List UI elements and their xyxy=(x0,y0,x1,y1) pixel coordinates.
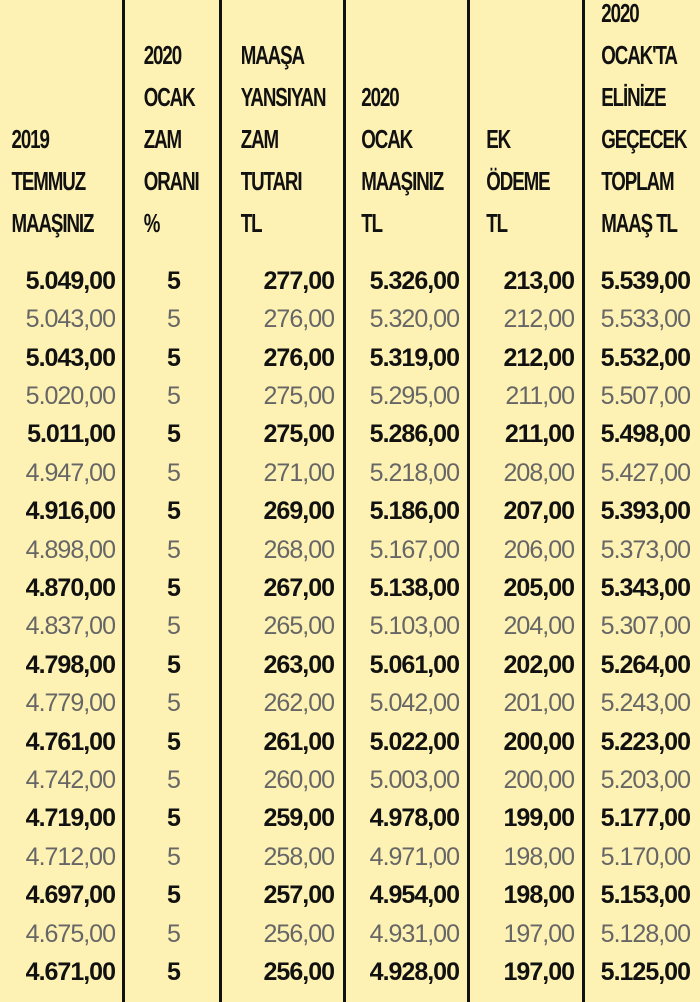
cell-total-salary: 5.498,00 xyxy=(600,420,690,449)
cell-2020-salary: 4.971,00 xyxy=(369,842,459,871)
cell-2019-salary: 4.675,00 xyxy=(25,919,115,948)
cell-raise-rate: 5 xyxy=(167,420,180,449)
cell-raise-amount: 263,00 xyxy=(263,650,334,679)
cell-total-salary: 5.393,00 xyxy=(600,497,690,526)
cell-raise-amount: 275,00 xyxy=(263,420,334,449)
cell-2019-salary: 5.049,00 xyxy=(25,266,115,295)
cell-raise-rate: 5 xyxy=(167,497,180,526)
cell-raise-rate: 5 xyxy=(167,804,180,833)
cell-raise-amount: 259,00 xyxy=(263,804,334,833)
cell-2019-salary: 4.742,00 xyxy=(25,765,115,794)
cell-raise-rate: 5 xyxy=(167,535,180,564)
cell-raise-amount: 271,00 xyxy=(263,458,334,487)
cell-total-salary: 5.539,00 xyxy=(600,266,690,295)
cell-total-salary: 5.177,00 xyxy=(600,804,690,833)
cell-extra-payment: 211,00 xyxy=(505,381,574,410)
cell-raise-amount: 269,00 xyxy=(263,497,334,526)
cell-raise-amount: 275,00 xyxy=(263,381,334,410)
cell-raise-amount: 276,00 xyxy=(263,305,334,334)
cell-raise-rate: 5 xyxy=(167,458,180,487)
cell-extra-payment: 213,00 xyxy=(503,266,574,295)
cell-extra-payment: 208,00 xyxy=(503,458,574,487)
cell-2019-salary: 4.798,00 xyxy=(25,650,115,679)
cell-extra-payment: 199,00 xyxy=(503,804,574,833)
cell-2019-salary: 5.011,00 xyxy=(27,420,115,449)
cell-extra-payment: 205,00 xyxy=(503,573,574,602)
cell-extra-payment: 197,00 xyxy=(503,919,574,948)
cell-raise-amount: 268,00 xyxy=(263,535,334,564)
cell-2020-salary: 5.138,00 xyxy=(369,573,459,602)
cell-raise-rate: 5 xyxy=(167,689,180,718)
cell-2019-salary: 5.043,00 xyxy=(25,305,115,334)
cell-total-salary: 5.373,00 xyxy=(600,535,690,564)
cell-extra-payment: 201,00 xyxy=(503,689,574,718)
cell-total-salary: 5.427,00 xyxy=(600,458,690,487)
cell-raise-amount: 257,00 xyxy=(263,881,334,910)
cell-2019-salary: 4.870,00 xyxy=(25,573,115,602)
cell-2020-salary: 5.167,00 xyxy=(369,535,459,564)
cell-2019-salary: 4.947,00 xyxy=(25,458,115,487)
cell-total-salary: 5.170,00 xyxy=(600,842,690,871)
cell-raise-rate: 5 xyxy=(167,612,180,641)
cell-raise-amount: 261,00 xyxy=(263,727,334,756)
cell-extra-payment: 198,00 xyxy=(503,881,574,910)
cell-extra-payment: 206,00 xyxy=(503,535,574,564)
cell-raise-rate: 5 xyxy=(167,727,180,756)
cell-raise-rate: 5 xyxy=(167,842,180,871)
cell-total-salary: 5.507,00 xyxy=(600,381,690,410)
cell-raise-amount: 258,00 xyxy=(263,842,334,871)
cell-raise-amount: 276,00 xyxy=(263,343,334,372)
cell-raise-rate: 5 xyxy=(167,381,180,410)
cell-2020-salary: 5.319,00 xyxy=(369,343,459,372)
header-label: 2020 OCAK'TA ELİNİZE GEÇECEK TOPLAM MAAŞ TL xyxy=(601,0,687,238)
cell-2020-salary: 5.218,00 xyxy=(369,458,459,487)
cell-total-salary: 5.203,00 xyxy=(600,765,690,794)
cell-2020-salary: 5.003,00 xyxy=(369,765,459,794)
cell-2019-salary: 4.779,00 xyxy=(25,689,115,718)
cell-extra-payment: 212,00 xyxy=(503,305,574,334)
cell-raise-amount: 256,00 xyxy=(263,958,334,987)
cell-2019-salary: 4.697,00 xyxy=(25,881,115,910)
header-label: MAAŞA YANSIYAN ZAM TUTARI TL xyxy=(240,40,326,238)
cell-raise-amount: 265,00 xyxy=(263,612,334,641)
cell-total-salary: 5.223,00 xyxy=(600,727,690,756)
cell-total-salary: 5.128,00 xyxy=(600,919,690,948)
cell-extra-payment: 200,00 xyxy=(503,727,574,756)
cell-raise-amount: 260,00 xyxy=(263,765,334,794)
cell-raise-amount: 262,00 xyxy=(263,689,334,718)
cell-2020-salary: 5.186,00 xyxy=(369,497,459,526)
cell-raise-amount: 277,00 xyxy=(263,266,334,295)
cell-2020-salary: 5.042,00 xyxy=(369,689,459,718)
header-label: EK ÖDEME TL xyxy=(486,124,550,238)
cell-raise-rate: 5 xyxy=(167,343,180,372)
cell-total-salary: 5.343,00 xyxy=(600,573,690,602)
cell-raise-amount: 256,00 xyxy=(263,919,334,948)
cell-2019-salary: 4.719,00 xyxy=(25,804,115,833)
cell-2020-salary: 4.978,00 xyxy=(369,804,459,833)
cell-total-salary: 5.243,00 xyxy=(600,689,690,718)
cell-raise-rate: 5 xyxy=(167,958,180,987)
cell-raise-rate: 5 xyxy=(167,919,180,948)
cell-raise-amount: 267,00 xyxy=(263,573,334,602)
cell-total-salary: 5.533,00 xyxy=(600,305,690,334)
header-total-salary xyxy=(584,0,687,262)
cell-raise-rate: 5 xyxy=(167,650,180,679)
cell-2020-salary: 5.320,00 xyxy=(369,305,459,334)
cell-2019-salary: 4.898,00 xyxy=(25,535,115,564)
header-label: 2020 OCAK MAAŞINIZ TL xyxy=(361,82,444,238)
cell-extra-payment: 198,00 xyxy=(503,842,574,871)
cell-extra-payment: 211,00 xyxy=(504,420,574,449)
cell-extra-payment: 197,00 xyxy=(503,958,574,987)
header-label: 2019 TEMMUZ MAAŞINIZ xyxy=(11,124,94,238)
cell-2019-salary: 4.916,00 xyxy=(25,497,115,526)
cell-2020-salary: 5.103,00 xyxy=(369,612,459,641)
cell-2020-salary: 5.286,00 xyxy=(369,420,459,449)
cell-total-salary: 5.532,00 xyxy=(600,343,690,372)
cell-raise-rate: 5 xyxy=(167,266,180,295)
cell-2020-salary: 5.295,00 xyxy=(369,381,459,410)
cell-2020-salary: 4.928,00 xyxy=(369,958,459,987)
cell-2019-salary: 5.043,00 xyxy=(25,343,115,372)
cell-raise-rate: 5 xyxy=(167,881,180,910)
cell-2020-salary: 5.022,00 xyxy=(369,727,459,756)
cell-2019-salary: 4.837,00 xyxy=(25,612,115,641)
cell-extra-payment: 200,00 xyxy=(503,765,574,794)
cell-2020-salary: 4.954,00 xyxy=(369,881,459,910)
cell-extra-payment: 207,00 xyxy=(503,497,574,526)
cell-2020-salary: 5.061,00 xyxy=(369,650,459,679)
cell-2019-salary: 4.712,00 xyxy=(25,842,115,871)
cell-2020-salary: 4.931,00 xyxy=(369,919,459,948)
header-2020-jan-salary xyxy=(344,0,444,262)
cell-total-salary: 5.125,00 xyxy=(600,958,690,987)
cell-extra-payment: 212,00 xyxy=(503,343,574,372)
cell-2019-salary: 4.761,00 xyxy=(25,727,115,756)
header-raise-rate xyxy=(125,0,199,262)
header-raise-amount xyxy=(222,0,326,262)
cell-raise-rate: 5 xyxy=(167,573,180,602)
cell-total-salary: 5.264,00 xyxy=(600,650,690,679)
cell-2019-salary: 4.671,00 xyxy=(25,958,115,987)
cell-2019-salary: 5.020,00 xyxy=(25,381,115,410)
cell-total-salary: 5.307,00 xyxy=(600,612,690,641)
cell-raise-rate: 5 xyxy=(167,305,180,334)
cell-2020-salary: 5.326,00 xyxy=(369,266,459,295)
header-extra-payment xyxy=(469,0,552,262)
cell-extra-payment: 202,00 xyxy=(503,650,574,679)
cell-extra-payment: 204,00 xyxy=(503,612,574,641)
cell-raise-rate: 5 xyxy=(167,765,180,794)
header-2019-july-salary xyxy=(0,0,94,262)
cell-total-salary: 5.153,00 xyxy=(600,881,690,910)
header-label: 2020 OCAK ZAM ORANI % xyxy=(143,40,199,238)
